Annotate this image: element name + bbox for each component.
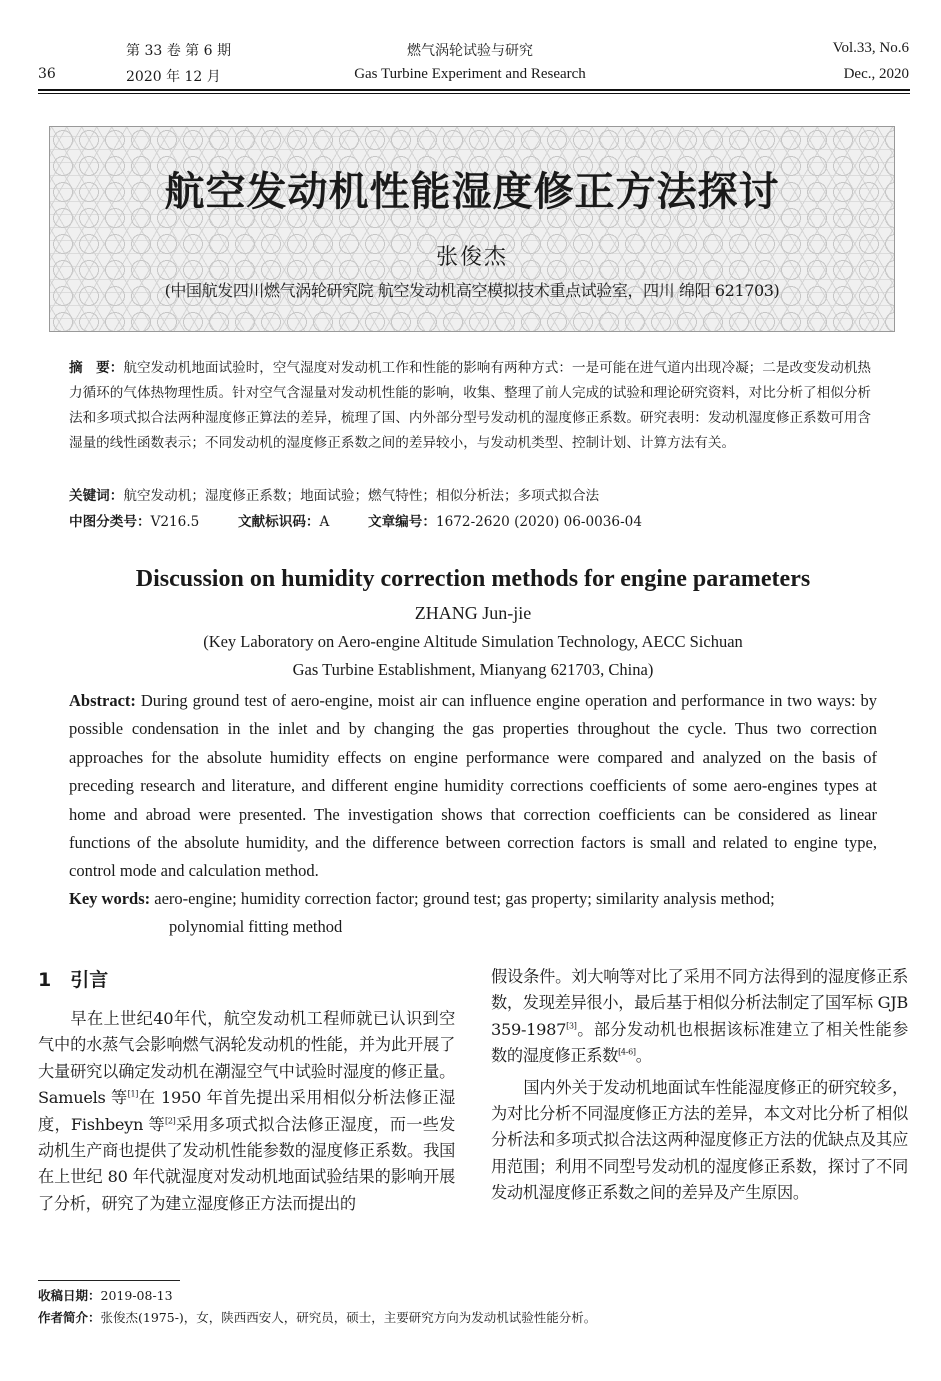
keywords-en-line1: aero-engine; humidity correction factor; ground test; gas property; similarity analysis method; xyxy=(154,889,775,908)
journal-volume-cn: 第 33 卷 第 6 期 xyxy=(126,43,231,59)
keywords-cn-label: 关键词： xyxy=(69,488,124,504)
doc-code-label: 文献标识码： xyxy=(237,514,320,530)
abstract-en xyxy=(69,687,877,886)
citation: [3] xyxy=(566,1021,577,1031)
keywords-en-line2: polynomial fitting method xyxy=(169,917,343,937)
page-title-en: Discussion on humidity correction methods for engine parameters xyxy=(135,566,811,592)
abstract-cn-label: 摘 要： xyxy=(69,360,124,376)
author-cn: 张俊杰 xyxy=(435,245,508,270)
text-run: 在 1950 年首先提出采用相似分析法修正湿度，Fishbeyn 等 xyxy=(38,1088,456,1134)
keywords-en-label: Key words: xyxy=(69,889,151,908)
abstract-en-text: During ground test of aero-engine, moist air can influence engine operation and performance in two ways: by possible condensation in the inlet and by changing the gas properties throughout the cycle. Thus two correction approaches for the absolute humidity effects on engine performance were compared and analyzed on the basis of preceding research and literature, and different engine humidity corrections coefficients of some aero-engines types at home and abroad were presented. The investigation shows that correction coefficients can be considered as linear functions of the absolute humidity, and the difference between correction factors is small and related to engine type, control mode and calculation method. xyxy=(69,691,878,881)
journal-date-en: Dec., 2020 xyxy=(843,66,909,82)
header-rule-thick xyxy=(38,89,910,91)
text-run: 假设条件。刘大响等对比了采用不同方法得到的湿度修正系数，发现差异很小，最后基于相似分析法制定了国军标 GJB 359-1987 xyxy=(491,967,908,1039)
clc-label: 中图分类号： xyxy=(69,514,151,530)
clc-value: V216.5 xyxy=(150,514,200,530)
footnote-rule xyxy=(38,1280,180,1281)
text-run: 。 xyxy=(635,1046,652,1066)
affiliation-cn: (中国航发四川燃气涡轮研究院 航空发动机高空模拟技术重点试验室，四川 绵阳 621703) xyxy=(164,281,780,300)
body-column-left xyxy=(38,1006,455,1217)
keywords-cn xyxy=(69,484,599,504)
classification-line xyxy=(69,510,642,530)
citation: [1] xyxy=(127,1089,139,1099)
body-paragraph: 国内外关于发动机地面试车性能湿度修正的研究较多，为对比分析不同湿度修正方法的差异，本文对比分析了相似分析法和多项式拟合法这两种湿度修正方法的优缺点及其应用范围；利用不同型号发动机的湿度修正系数，探讨了不同发动机湿度修正系数之间的差异及产生原因。 xyxy=(491,1077,908,1203)
page-title-cn: 航空发动机性能湿度修正方法探讨 xyxy=(164,169,780,215)
journal-date-cn: 2020 年 12 月 xyxy=(126,69,221,85)
affiliation-en-line2: Gas Turbine Establishment, Mianyang 621703, China) xyxy=(292,660,654,679)
body-column-right xyxy=(491,964,908,1207)
text-run: 采用多项式拟合法修正湿度，而一些发动机生产商也提供了发动机性能参数的湿度修正系数。我国在上世纪 80 年代就湿度对发动机地面试验结果的影响开展了分析，研究了为建立湿度修正方法而提出的 xyxy=(38,1114,455,1213)
journal-name-cn: 燃气涡轮试验与研究 xyxy=(407,43,533,59)
abstract-cn-text: 航空发动机地面试验时，空气湿度对发动机工作和性能的影响有两种方式：一是可能在进气道内出现冷凝；二是改变发动机热力循环的气体热物理性质。针对空气含湿量对发动机性能的影响，收集、整理了前人完成的试验和理论研究资料，对比分析了相似分析法和多项式拟合法两种湿度修正算法的差异，梳理了国、内外部分型号发动机的湿度修正系数。研究表明：发动机湿度修正系数可用含湿量的线性函数表示；不同发动机的湿度修正系数之间的差异较小，与发动机类型、控制计划、计算方法有关。 xyxy=(69,360,872,451)
article-number-label: 文章编号： xyxy=(368,514,436,530)
section-heading: 1 引言 xyxy=(38,969,109,991)
header-rule-thin xyxy=(38,93,910,94)
received-label: 收稿日期： xyxy=(38,1288,101,1303)
author-bio-value: 张俊杰(1975-)，女，陕西西安人，研究员，硕士，主要研究方向为发动机试验性能分析。 xyxy=(100,1310,597,1325)
journal-volume-en: Vol.33, No.6 xyxy=(832,40,909,56)
text-run: 早在上世纪40年代，航空发动机工程师就已认识到空气中的水蒸气会影响燃气涡轮发动机的性能，并为此开展了大量研究以确定发动机在潮湿空气中试验时湿度的修正量。Samuels 等 xyxy=(38,1009,455,1108)
footnote-author xyxy=(38,1308,596,1326)
page-number: 36 xyxy=(38,66,56,82)
citation: [4-6] xyxy=(618,1047,636,1057)
body-paragraph xyxy=(38,1006,455,1217)
keywords-en xyxy=(69,885,877,942)
doc-code-value: A xyxy=(319,514,330,530)
body-paragraph xyxy=(491,964,908,1070)
author-en: ZHANG Jun-jie xyxy=(414,603,532,623)
affiliation-en-line1: (Key Laboratory on Aero-engine Altitude Simulation Technology, AECC Sichuan xyxy=(203,632,743,651)
journal-name-en: Gas Turbine Experiment and Research xyxy=(354,66,586,82)
text-run: 。部分发动机也根据该标准建立了相关性能参数的湿度修正系数 xyxy=(491,1019,908,1066)
article-number-value: 1672-2620 (2020) 06-0036-04 xyxy=(435,514,642,530)
citation: [2] xyxy=(165,1116,176,1126)
abstract-en-label: Abstract: xyxy=(69,691,136,710)
abstract-cn xyxy=(69,356,875,456)
author-bio-label: 作者简介： xyxy=(38,1310,101,1325)
footnote-received xyxy=(38,1286,173,1304)
received-value: 2019-08-13 xyxy=(100,1288,173,1303)
keywords-cn-text: 航空发动机；湿度修正系数；地面试验；燃气特性；相似分析法；多项式拟合法 xyxy=(123,488,600,504)
title-pattern-box xyxy=(49,126,895,332)
